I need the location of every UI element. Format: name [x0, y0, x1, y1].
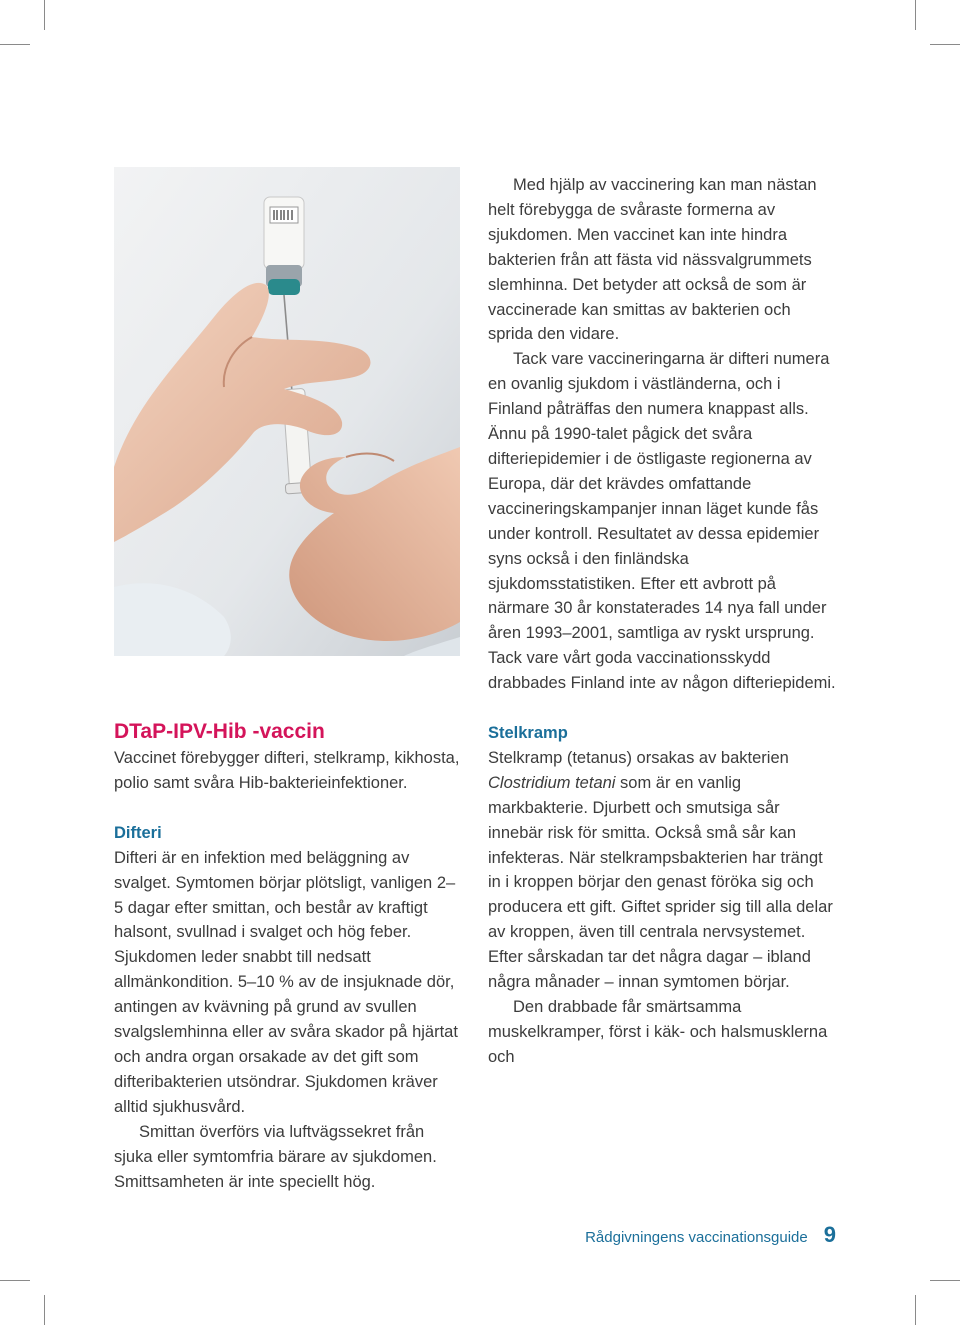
vaccine-title: DTaP-IPV-Hib -vaccin: [114, 720, 325, 743]
page-number: 9: [823, 1222, 836, 1247]
vaccine-syringe-photo: [114, 167, 460, 656]
difteri-paragraph-2: Smittan överförs via luftvägssekret från sjuka eller symtomfria bärare av sjukdomen. Smittsamheten är inte speciellt hög.: [114, 1122, 437, 1191]
stelkramp-p1-end: som är en vanlig markbakterie. Djurbett och smutsiga sår innebär risk för smitta. Också små sår kan infekteras. När stelkrampsbakterien har trängt in i kroppen börjar den genast föröka sig och producera ett gift. Giftet sprider sig till alla delar av kroppen, även till centrala nervsystemet. Efter sårskadan tar det några dagar – ibland några månader – innan symtomen börjar.: [488, 773, 833, 992]
crop-mark: [0, 1280, 30, 1281]
crop-mark: [915, 0, 916, 30]
crop-mark: [930, 1280, 960, 1281]
crop-mark: [44, 1295, 45, 1325]
left-column: [114, 718, 464, 1194]
difteri-paragraph-3: Med hjälp av vaccinering kan man nästan helt förebygga de svåraste formerna av sjukdomen. Men vaccinet kan inte hindra bakterien från att fästa vid nässvalgrummets slemhinna. Det betyder att också de som är vaccinerade kan smittas av bakterien och sprida den vidare.: [488, 176, 817, 344]
vaccine-intro: Vaccinet förebygger difteri, stelkramp, kikhosta, polio samt svåra Hib-bakterieinfektioner.: [114, 749, 460, 792]
right-column: [488, 173, 838, 1070]
stelkramp-p1-start: Stelkramp (tetanus) orsakas av bakterien: [488, 748, 789, 767]
vaccine-syringe-illustration: [114, 167, 460, 656]
difteri-paragraph-4: Tack vare vaccineringarna är difteri numera en ovanlig sjukdom i västländerna, och i Finland påträffas den numera knappast alls. Ännu på 1990-talet pågick det svåra difteriepidemier i de östligaste regionerna av Europa, där det krävdes omfattande vaccineringskampanjer innan läget kunde fås under kontroll. Resultatet av dessa epidemier syns också i den finländska sjukdomsstatistiken. Efter ett avbrott på närmare 30 år konstaterades 14 nya fall under åren 1993–2001, samtliga av ryskt ursprung. Tack vare vårt goda vaccinationsskydd drabbades Finland inte av någon difteriepidemi.: [488, 350, 836, 693]
bacteria-species-name: Clostridium tetani: [488, 773, 616, 792]
crop-mark: [0, 44, 30, 45]
stelkramp-paragraph-2: Den drabbade får smärtsamma muskelkramper, först i käk- och halsmusklerna och: [488, 998, 828, 1066]
footer-title: Rådgivningens vaccinationsguide: [585, 1229, 808, 1246]
difteri-heading: Difteri: [114, 823, 162, 842]
crop-mark: [44, 0, 45, 30]
stelkramp-paragraph-1: [488, 746, 838, 995]
stelkramp-heading: Stelkramp: [488, 724, 568, 743]
crop-mark: [930, 44, 960, 45]
crop-mark: [915, 1295, 916, 1325]
difteri-paragraph-1: Difteri är en infektion med beläggning av svalget. Symtomen börjar plötsligt, vanligen 2–5 dagar efter smittan, och består av kraftigt halsont, svullnad i svalget och hög feber. Sjukdomen leder snabbt till nedsatt allmänkondition. 5–10 % av de insjuknade dör, antingen av kvävning på grund av svullen svalgslemhinna eller av svåra skador på hjärtat och andra organ orsakade av det gift som difteribakterien utsöndrar. Sjukdomen kräver alltid sjukhusvård.: [114, 848, 458, 1116]
page-footer: [585, 1222, 836, 1248]
